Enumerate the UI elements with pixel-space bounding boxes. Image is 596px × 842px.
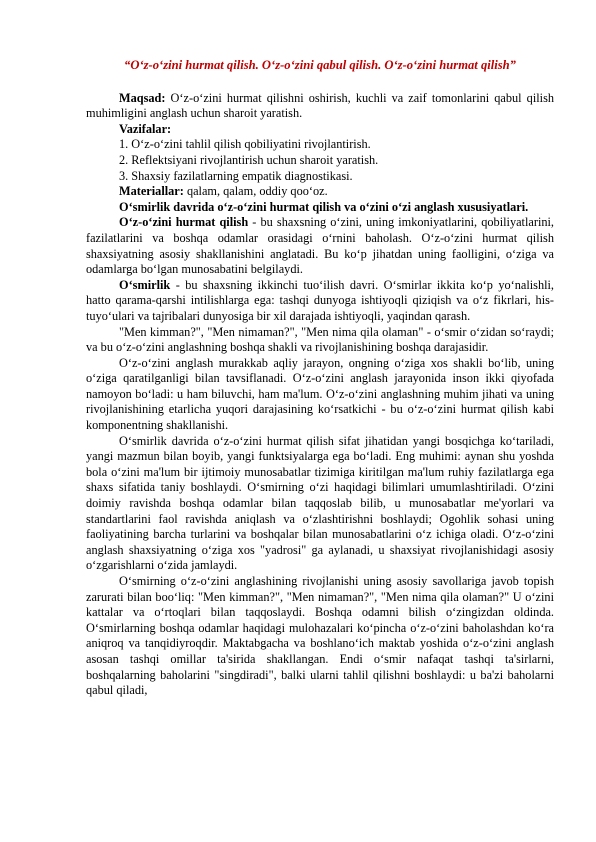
term-adolescence: O‘smirlik <box>119 277 171 292</box>
paragraph-development: O‘smirning o‘z-o‘zini anglashining rivojlanishi uning asosiy savollariga javob topish zarurati bilan boo‘liq: "Men kimman?", "Men nimaman?", "Men nima qila olaman?" U o‘zini kattalar va o‘rtoqlari bilan taqqoslaydi. Boshqa odamni bilish o‘zingizdan oldinda. O‘smirlarning boshqa odamlar haqidagi mulohazalari ko‘pincha o‘z-o‘zini baholashdan ko‘ra aniqroq va tanqidiyroqdir. Maktabgacha va boshlano‘ich maktab yoshida o‘z-o‘zini anglash asosan tashqi omillar ta'sirida shakllangan. Endi o‘smir nafaqat tashqi ta'sirlarni, boshqalarning baholarini "singdiradi", balki ularni tahlil qilishni boshlaydi: u ba'zi baholarni qabul qiladi, <box>86 574 554 698</box>
document-page <box>86 58 554 699</box>
goal-paragraph <box>86 91 554 122</box>
paragraph-adolescence-text: - bu shaxsning ikkinchi tuo‘ilish davri. O‘smirlar ikkita ko‘p yo‘nalishli, hatto qarama-qarshi intilishlarga ega: tashqi dunyoga ishtiyoqli qiziqish va o‘z fikrlari, his-tuyo‘ulari va tajribalari dunyosiga bir xil darajada ishtiyoqli, yaqindan qarash. <box>86 277 554 323</box>
task-item-2: 2. Reflektsiyani rivojlantirish uchun sharoit yaratish. <box>119 152 379 167</box>
goal-text: O‘z-o‘zini hurmat qilishni oshirish, kuchli va zaif tomonlarini qabul qilish muhimligini anglash uchun sharoit yaratish. <box>86 90 554 121</box>
tasks-label: Vazifalar: <box>119 121 172 136</box>
paragraph-self-esteem-text: - bu shaxsning o‘zini, uning imkoniyatlarini, qobiliyatlarini, fazilatlarini va boshqa odamlar orasidagi o‘rnini baholash. O‘z-o‘zini hurmat qilish shaxsiyatning asosiy shakllanishini anglatadi. Bu ko‘p jihatdan uning faolligini, o‘ziga va odamlarga bo‘lgan munosabatini belgilaydi. <box>86 215 554 277</box>
section-heading: O‘smirlik davrida o‘z-o‘zini hurmat qilish va o‘zini o‘zi anglash xususiyatlari. <box>119 199 529 214</box>
paragraph-questions: "Men kimman?", "Men nimaman?", "Men nima qila olaman" - o‘smir o‘zidan so‘raydi; va bu o‘z-o‘zini anglashning boshqa shakli va rivojlanishining boshqa darajasidir. <box>86 324 554 355</box>
materials-text: qalam, qalam, oddiy qoo‘oz. <box>183 184 328 199</box>
term-self-esteem: O‘z-o‘zini hurmat qilish <box>119 215 249 230</box>
paragraph-self-awareness: O‘z-o‘zini anglash murakkab aqliy jarayon, ongning o‘ziga xos shakli bo‘lib, uning o‘ziga qaratilganligi bilan tavsiflanadi. O‘z-o‘zini anglash jarayonida inson ikki qiyofada namoyon bo‘ladi: u ham biluvchi, ham ma'lum. O‘z-o‘zini anglashning muhim jihati va uning rivojlanishining etarlicha yuqori darajasining ko‘rsatkichi - bu o‘z-o‘zini hurmat qilish kabi komponentning shakllanishi. <box>86 355 554 433</box>
document-title: “O‘z-o‘zini hurmat qilish. O‘z-o‘zini qabul qilish. O‘z-o‘zini hurmat qilish” <box>124 58 516 72</box>
paragraph-new-stage: O‘smirlik davrida o‘z-o‘zini hurmat qilish sifat jihatidan yangi bosqichga ko‘tariladi, yangi mazmun bilan boyib, yangi funktsiyalarga ega bo‘ladi. Eng muhimi: aynan shu yoshda bola o‘zini ma'lum bir ijtimoiy munosabatlar tizimiga kiritilgan ma'lum ruhiy fazilatlarga ega shaxs sifatida taniy boshlaydi. O‘smirning o‘zi haqidagi bilimlari umumlashtiriladi. O‘zini doimiy ravishda boshqa odamlar bilan taqqoslab bilib, u munosabatlar me'yorlari va standartlarini faol ravishda aniqlash va o‘zlashtirishni boshlaydi; Ogohlik sohasi uning faoliyatining barcha turlarini va boshqalar bilan munosabatlarini o‘z ichiga oladi. O‘z-o‘zini anglash shaxsiyatning o‘ziga xos "yadrosi" ga aylanadi, u shaxsiyat rivojlanishidagi asosiy o‘zgarishlarni o‘zida jamlaydi. <box>86 433 554 573</box>
paragraph-self-esteem <box>86 215 554 277</box>
task-item-3: 3. Shaxsiy fazilatlarning empatik diagnostikasi. <box>119 168 353 183</box>
task-item-1: 1. O‘z-o‘zini tahlil qilish qobiliyatini rivojlantirish. <box>119 137 371 152</box>
paragraph-adolescence <box>86 278 554 325</box>
materials-label: Materiallar: <box>119 184 184 199</box>
materials-paragraph <box>86 184 554 200</box>
goal-label: Maqsad: <box>119 90 166 105</box>
